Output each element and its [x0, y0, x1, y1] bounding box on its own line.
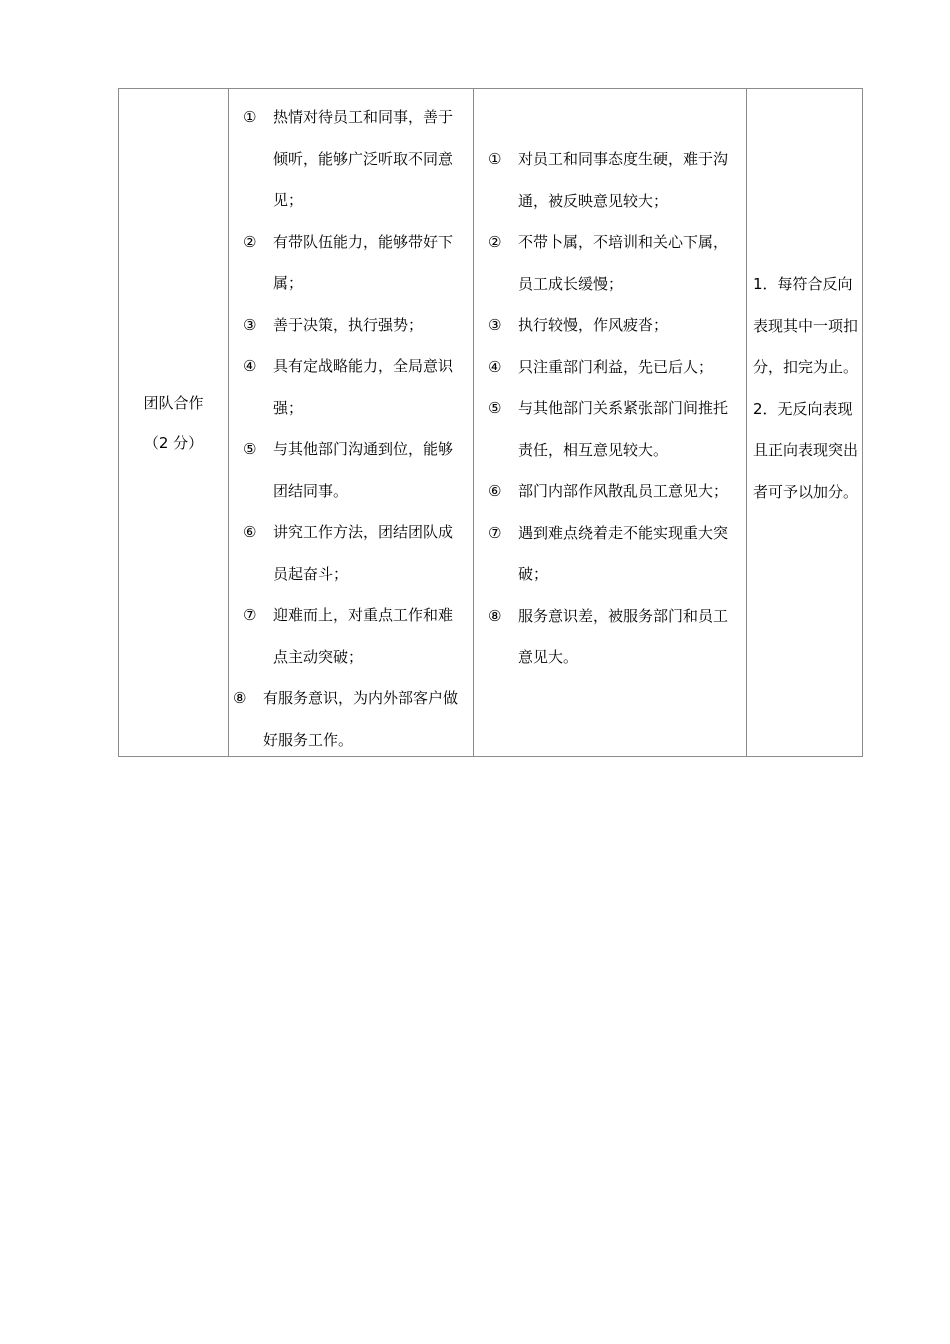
list-item: [243, 222, 467, 305]
scoring-notes: [747, 89, 862, 513]
list-item: [243, 346, 467, 429]
item-number: ⑤: [243, 440, 257, 458]
item-text: 迎难而上，对重点工作和难点主动突破；: [273, 606, 454, 666]
positive-list: [229, 89, 473, 761]
list-item: [233, 678, 467, 761]
item-number: ①: [243, 108, 257, 126]
list-item: [243, 305, 467, 347]
item-text: 具有定战略能力，全局意识强；: [273, 357, 454, 417]
evaluation-table: [118, 88, 863, 757]
item-text: 执行较慢，作风疲沓；: [518, 316, 669, 334]
item-number: ⑦: [243, 606, 257, 624]
item-number: ⑥: [488, 482, 502, 500]
list-item: [243, 97, 467, 222]
item-text: 有服务意识，为内外部客户做好服务工作。: [263, 689, 459, 749]
category-name: 团队合作: [143, 393, 204, 412]
item-number: ⑧: [233, 689, 247, 707]
item-number: ②: [243, 232, 257, 251]
item-number: ⑤: [488, 399, 502, 417]
item-number: ⑦: [488, 523, 502, 542]
list-item: [243, 512, 467, 595]
item-text: 与其他部门关系紧张部门间推托责任，相互意见较大。: [518, 399, 729, 459]
item-number: ③: [488, 316, 502, 334]
item-number: ④: [488, 357, 502, 376]
item-text: 与其他部门沟通到位，能够团结同事。: [273, 440, 454, 500]
category-score: （2 分）: [143, 433, 204, 452]
item-text: 不带卜属，不培训和关心下属，员工成长缓慢；: [518, 233, 729, 293]
item-text: 遇到难点绕着走不能实现重大突破；: [518, 523, 729, 583]
list-item: [488, 513, 742, 596]
item-number: ⑧: [488, 606, 502, 625]
list-item: [488, 222, 742, 305]
scoring-note: 1．每符合反向表现其中一项扣分，扣完为止。: [753, 275, 859, 376]
list-item: [488, 347, 742, 389]
list-item: [243, 595, 467, 678]
list-item: [488, 139, 742, 222]
scoring-notes-cell: [747, 89, 862, 756]
list-item: [488, 471, 742, 513]
category-cell: [119, 89, 229, 756]
item-number: ①: [488, 150, 502, 168]
item-text: 对员工和同事态度生硬，难于沟通，被反映意见较大；: [518, 150, 729, 210]
list-item: [488, 305, 742, 347]
item-text: 有带队伍能力，能够带好下属；: [273, 232, 454, 292]
item-text: 只注重部门利益，先已后人；: [518, 357, 714, 376]
item-number: ④: [243, 357, 257, 375]
item-number: ⑥: [243, 523, 257, 541]
item-text: 善于决策，执行强势；: [273, 315, 424, 334]
list-item: [488, 388, 742, 471]
item-number: ②: [488, 233, 502, 251]
list-item: [243, 429, 467, 512]
item-text: 服务意识差，被服务部门和员工意见大。: [518, 606, 729, 666]
positive-behaviors-cell: [229, 89, 474, 756]
negative-list: [474, 89, 746, 679]
item-text: 热情对待员工和同事，善于倾听，能够广泛听取不同意见；: [273, 108, 454, 209]
negative-behaviors-cell: [474, 89, 747, 756]
scoring-note: 2．无反向表现且正向表现突出者可予以加分。: [753, 399, 859, 501]
list-item: [488, 596, 742, 679]
item-text: 部门内部作风散乱员工意见大；: [518, 482, 729, 500]
item-text: 讲究工作方法，团结团队成员起奋斗；: [273, 523, 454, 583]
item-number: ③: [243, 315, 257, 334]
